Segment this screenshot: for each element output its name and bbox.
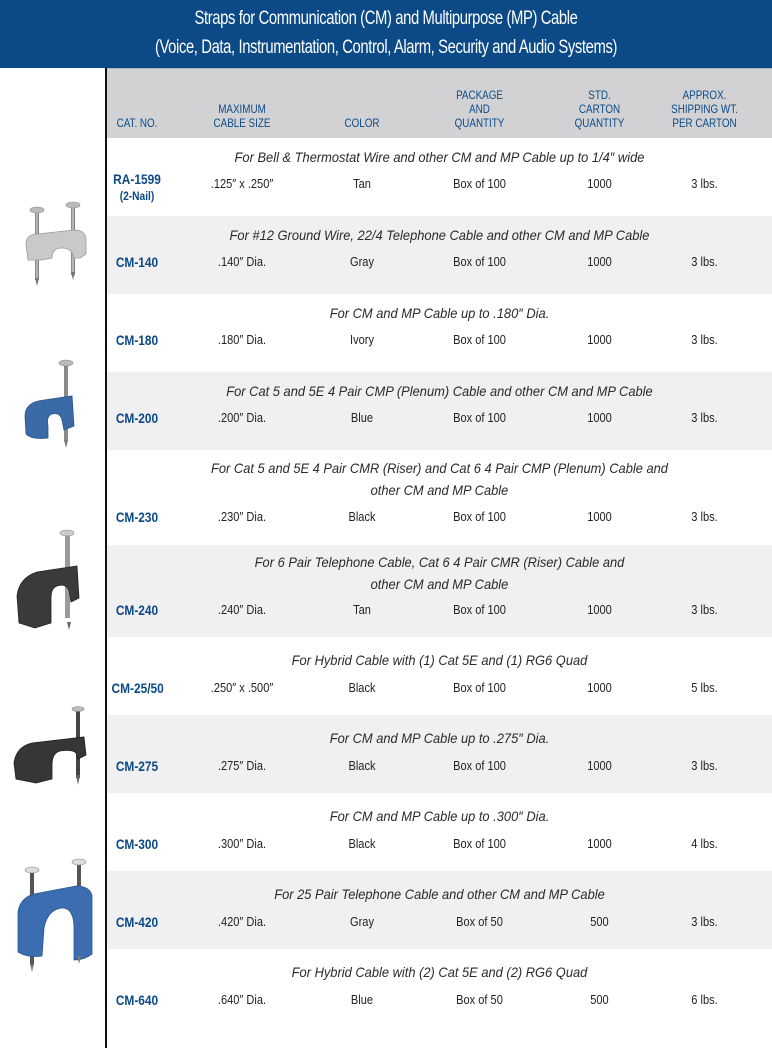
package: Box of 100	[453, 332, 506, 347]
row-description: For 6 Pair Telephone Cable, Cat 6 4 Pair CMR (Riser) Cable and other CM and MP Cable	[254, 554, 625, 592]
flat-strap-black-icon	[12, 705, 90, 790]
max-size: .230″ Dia.	[217, 509, 267, 524]
weight: 3 lbs.	[691, 914, 718, 929]
table-row	[107, 949, 772, 1048]
row-description: For Hybrid Cable with (1) Cat 5E and (1) RG6 Quad	[291, 652, 588, 668]
row-description: For Cat 5 and 5E 4 Pair CMR (Riser) and Cat 6 4 Pair CMP (Plenum) Cable and other CM and MP Cable	[211, 460, 668, 498]
weight: 3 lbs.	[691, 410, 718, 425]
header-carton-quantity: STD. CARTON QUANTITY	[574, 88, 625, 130]
title-line-2: (Voice, Data, Instrumentation, Control, Alarm, Security and Audio Systems)	[154, 37, 618, 58]
carton-qty: 1000	[587, 836, 612, 851]
max-size: .140″ Dia.	[217, 254, 267, 269]
table-row	[107, 715, 772, 793]
package: Box of 100	[453, 758, 506, 773]
cat-no: CM-240	[115, 602, 159, 618]
row-description: For CM and MP Cable up to .275″ Dia.	[329, 730, 550, 746]
color: Blue	[350, 992, 374, 1007]
package: Box of 100	[453, 509, 506, 524]
carton-qty: 1000	[587, 509, 612, 524]
row-description: For Bell & Thermostat Wire and other CM and MP Cable up to 1/4″ wide	[234, 149, 645, 165]
color: Gray	[350, 914, 374, 929]
table-header	[107, 68, 772, 138]
max-size: .240″ Dia.	[217, 602, 267, 617]
max-size: .180″ Dia.	[217, 332, 267, 347]
table-row	[107, 294, 772, 372]
color: Tan	[353, 176, 371, 191]
two-nail-strap-gray-icon	[22, 200, 92, 295]
single-nail-strap-black-icon	[15, 528, 85, 633]
package: Box of 100	[453, 410, 506, 425]
color: Blue	[350, 410, 374, 425]
package: Box of 50	[456, 914, 503, 929]
max-size: .300″ Dia.	[217, 836, 267, 851]
row-description: For 25 Pair Telephone Cable and other CM and MP Cable	[274, 886, 605, 902]
weight: 3 lbs.	[691, 509, 718, 524]
package: Box of 100	[453, 254, 506, 269]
cat-no: RA-1599 (2-Nail)	[113, 171, 161, 203]
single-nail-strap-blue-icon	[22, 358, 82, 453]
color: Black	[348, 509, 376, 524]
weight: 3 lbs.	[691, 758, 718, 773]
cat-no: CM-275	[115, 758, 159, 774]
header-color: COLOR	[344, 116, 380, 130]
table-row	[107, 450, 772, 545]
row-description: For CM and MP Cable up to .300″ Dia.	[329, 808, 550, 824]
table-row	[107, 637, 772, 715]
weight: 5 lbs.	[691, 680, 718, 695]
max-size: .640″ Dia.	[217, 992, 267, 1007]
weight: 4 lbs.	[691, 836, 718, 851]
max-size: .125″ x .250″	[210, 176, 274, 191]
package: Box of 100	[453, 602, 506, 617]
carton-qty: 500	[590, 992, 609, 1007]
row-description: For CM and MP Cable up to .180″ Dia.	[329, 305, 550, 321]
header-cat-no: CAT. NO.	[116, 116, 158, 130]
row-description: For Cat 5 and 5E 4 Pair CMP (Plenum) Cable and other CM and MP Cable	[226, 383, 653, 399]
row-description: For Hybrid Cable with (2) Cat 5E and (2) RG6 Quad	[291, 964, 588, 980]
table-row	[107, 372, 772, 450]
row-description: For #12 Ground Wire, 22/4 Telephone Cable and other CM and MP Cable	[229, 227, 650, 243]
title-banner	[0, 0, 772, 68]
color: Tan	[353, 602, 371, 617]
cat-no: CM-180	[115, 332, 159, 348]
cat-no: CM-640	[115, 992, 159, 1008]
weight: 6 lbs.	[691, 992, 718, 1007]
max-size: .250″ x .500″	[210, 680, 274, 695]
table-row	[107, 216, 772, 294]
cat-no: CM-25/50	[111, 680, 164, 696]
weight: 3 lbs.	[691, 602, 718, 617]
carton-qty: 1000	[587, 758, 612, 773]
table-row	[107, 138, 772, 216]
table-row	[107, 871, 772, 949]
table-row	[107, 793, 772, 871]
weight: 3 lbs.	[691, 176, 718, 191]
cat-no: CM-200	[115, 410, 159, 426]
weight: 3 lbs.	[691, 254, 718, 269]
package: Box of 50	[456, 992, 503, 1007]
package: Box of 100	[453, 176, 506, 191]
color: Black	[348, 758, 376, 773]
max-size: .275″ Dia.	[217, 758, 267, 773]
cat-no: CM-300	[115, 836, 159, 852]
color: Gray	[350, 254, 374, 269]
carton-qty: 1000	[587, 602, 612, 617]
cat-no: CM-420	[115, 914, 159, 930]
max-size: .420″ Dia.	[217, 914, 267, 929]
header-package-quantity: PACKAGE AND QUANTITY	[454, 88, 505, 130]
carton-qty: 500	[590, 914, 609, 929]
cat-no: CM-140	[115, 254, 159, 270]
carton-qty: 1000	[587, 254, 612, 269]
package: Box of 100	[453, 836, 506, 851]
title-line-1: Straps for Communication (CM) and Multipurpose (MP) Cable	[194, 8, 578, 29]
package: Box of 100	[453, 680, 506, 695]
carton-qty: 1000	[587, 176, 612, 191]
max-size: .200″ Dia.	[217, 410, 267, 425]
carton-qty: 1000	[587, 410, 612, 425]
table-row	[107, 545, 772, 637]
weight: 3 lbs.	[691, 332, 718, 347]
header-max-cable-size: MAXIMUM CABLE SIZE	[213, 102, 271, 130]
carton-qty: 1000	[587, 680, 612, 695]
carton-qty: 1000	[587, 332, 612, 347]
color: Black	[348, 680, 376, 695]
two-nail-strap-blue-icon	[14, 856, 94, 976]
color: Black	[348, 836, 376, 851]
header-shipping-weight: APPROX. SHIPPING WT. PER CARTON	[671, 88, 738, 130]
cat-no: CM-230	[115, 509, 159, 525]
color: Ivory	[350, 332, 374, 347]
